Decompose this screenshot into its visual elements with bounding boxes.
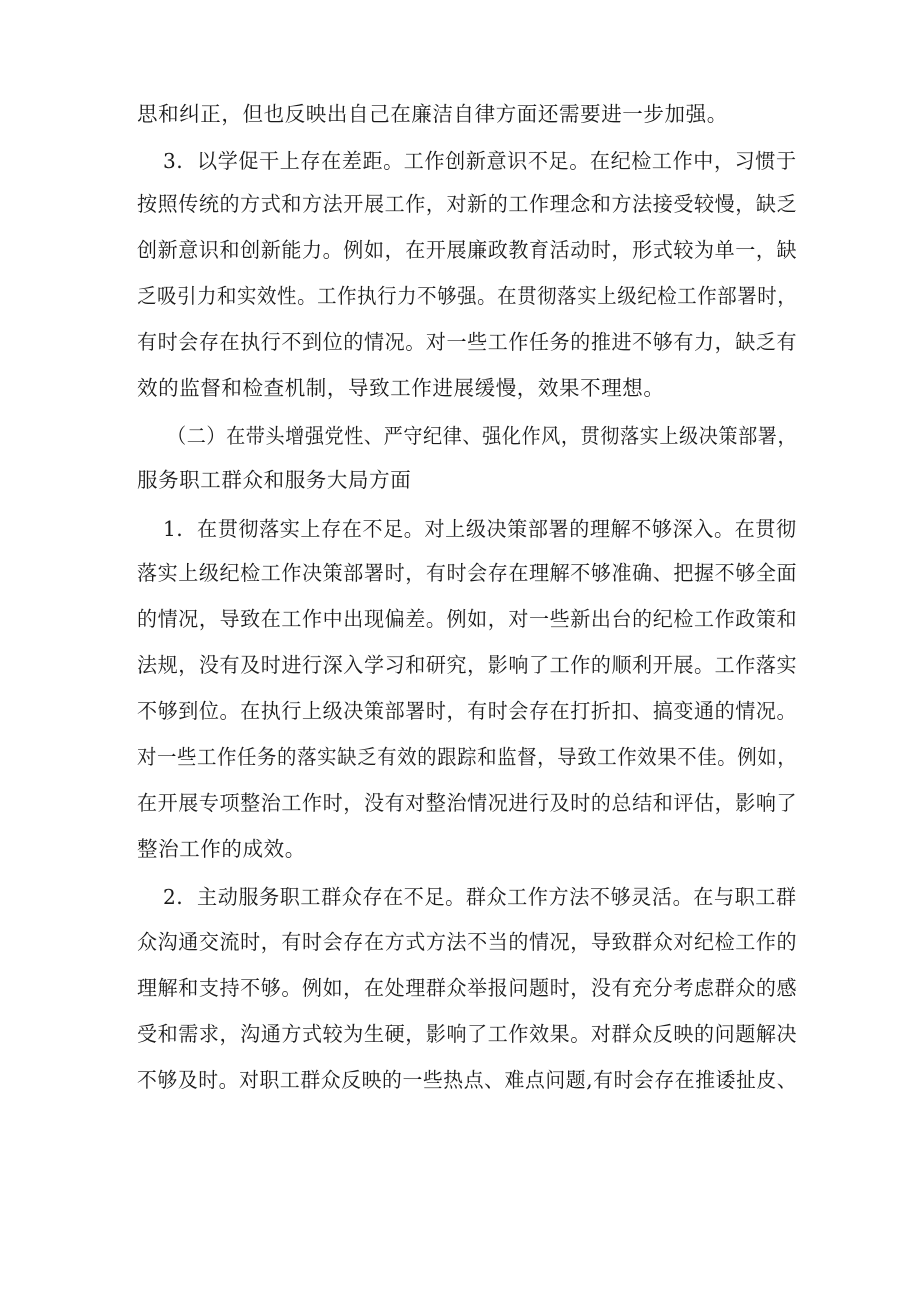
text-line: 不够到位。在执行上级决策部署时，有时会存在打折扣、搞变通的情况。: [137, 699, 798, 723]
text-line: 法规，没有及时进行深入学习和研究，影响了工作的顺利开展。工作落实: [137, 653, 798, 677]
text-line: 的情况，导致在工作中出现偏差。例如，对一些新出台的纪检工作政策和: [137, 607, 798, 631]
text-line: 不够及时。对职工群众反映的一些热点、难点问题,有时会存在推诿扯皮、: [137, 1068, 798, 1092]
text-line: 有时会存在执行不到位的情况。对一些工作任务的推进不够有力，缺乏有: [137, 330, 798, 354]
section-heading-cont: 服务职工群众和服务大局方面: [137, 468, 412, 492]
section-heading: （二）在带头增强党性、严守纪律、强化作风，贯彻落实上级决策部署，: [167, 424, 798, 448]
text-line: 受和需求，沟通方式较为生硬，影响了工作效果。对群众反映的问题解决: [137, 1022, 798, 1046]
text-line: 乏吸引力和实效性。工作执行力不够强。在贯彻落实上级纪检工作部署时，: [137, 284, 798, 308]
text-line: 效的监督和检查机制，导致工作进展缓慢，效果不理想。: [137, 376, 665, 400]
text-line: 思和纠正，但也反映出自己在廉洁自律方面还需要进一步加强。: [137, 102, 728, 126]
text-line: 1．在贯彻落实上存在不足。对上级决策部署的理解不够深入。在贯彻: [163, 517, 797, 541]
text-line: 按照传统的方式和方法开展工作，对新的工作理念和方法接受较慢，缺乏: [137, 192, 798, 216]
text-line: 创新意识和创新能力。例如，在开展廉政教育活动时，形式较为单一，缺: [137, 238, 798, 262]
text-line: 在开展专项整治工作时，没有对整治情况进行及时的总结和评估，影响了: [137, 791, 798, 815]
text-line: 2．主动服务职工群众存在不足。群众工作方法不够灵活。在与职工群: [163, 885, 797, 909]
text-line: 3．以学促干上存在差距。工作创新意识不足。在纪检工作中，习惯于: [163, 149, 797, 173]
text-line: 落实上级纪检工作决策部署时，有时会存在理解不够准确、把握不够全面: [137, 561, 798, 585]
text-line: 理解和支持不够。例如，在处理群众举报问题时，没有充分考虑群众的感: [137, 976, 798, 1000]
text-line: 整治工作的成效。: [137, 837, 306, 861]
text-line: 对一些工作任务的落实缺乏有效的跟踪和监督，导致工作效果不佳。例如，: [137, 745, 798, 769]
text-line: 众沟通交流时，有时会存在方式方法不当的情况，导致群众对纪检工作的: [137, 930, 798, 954]
